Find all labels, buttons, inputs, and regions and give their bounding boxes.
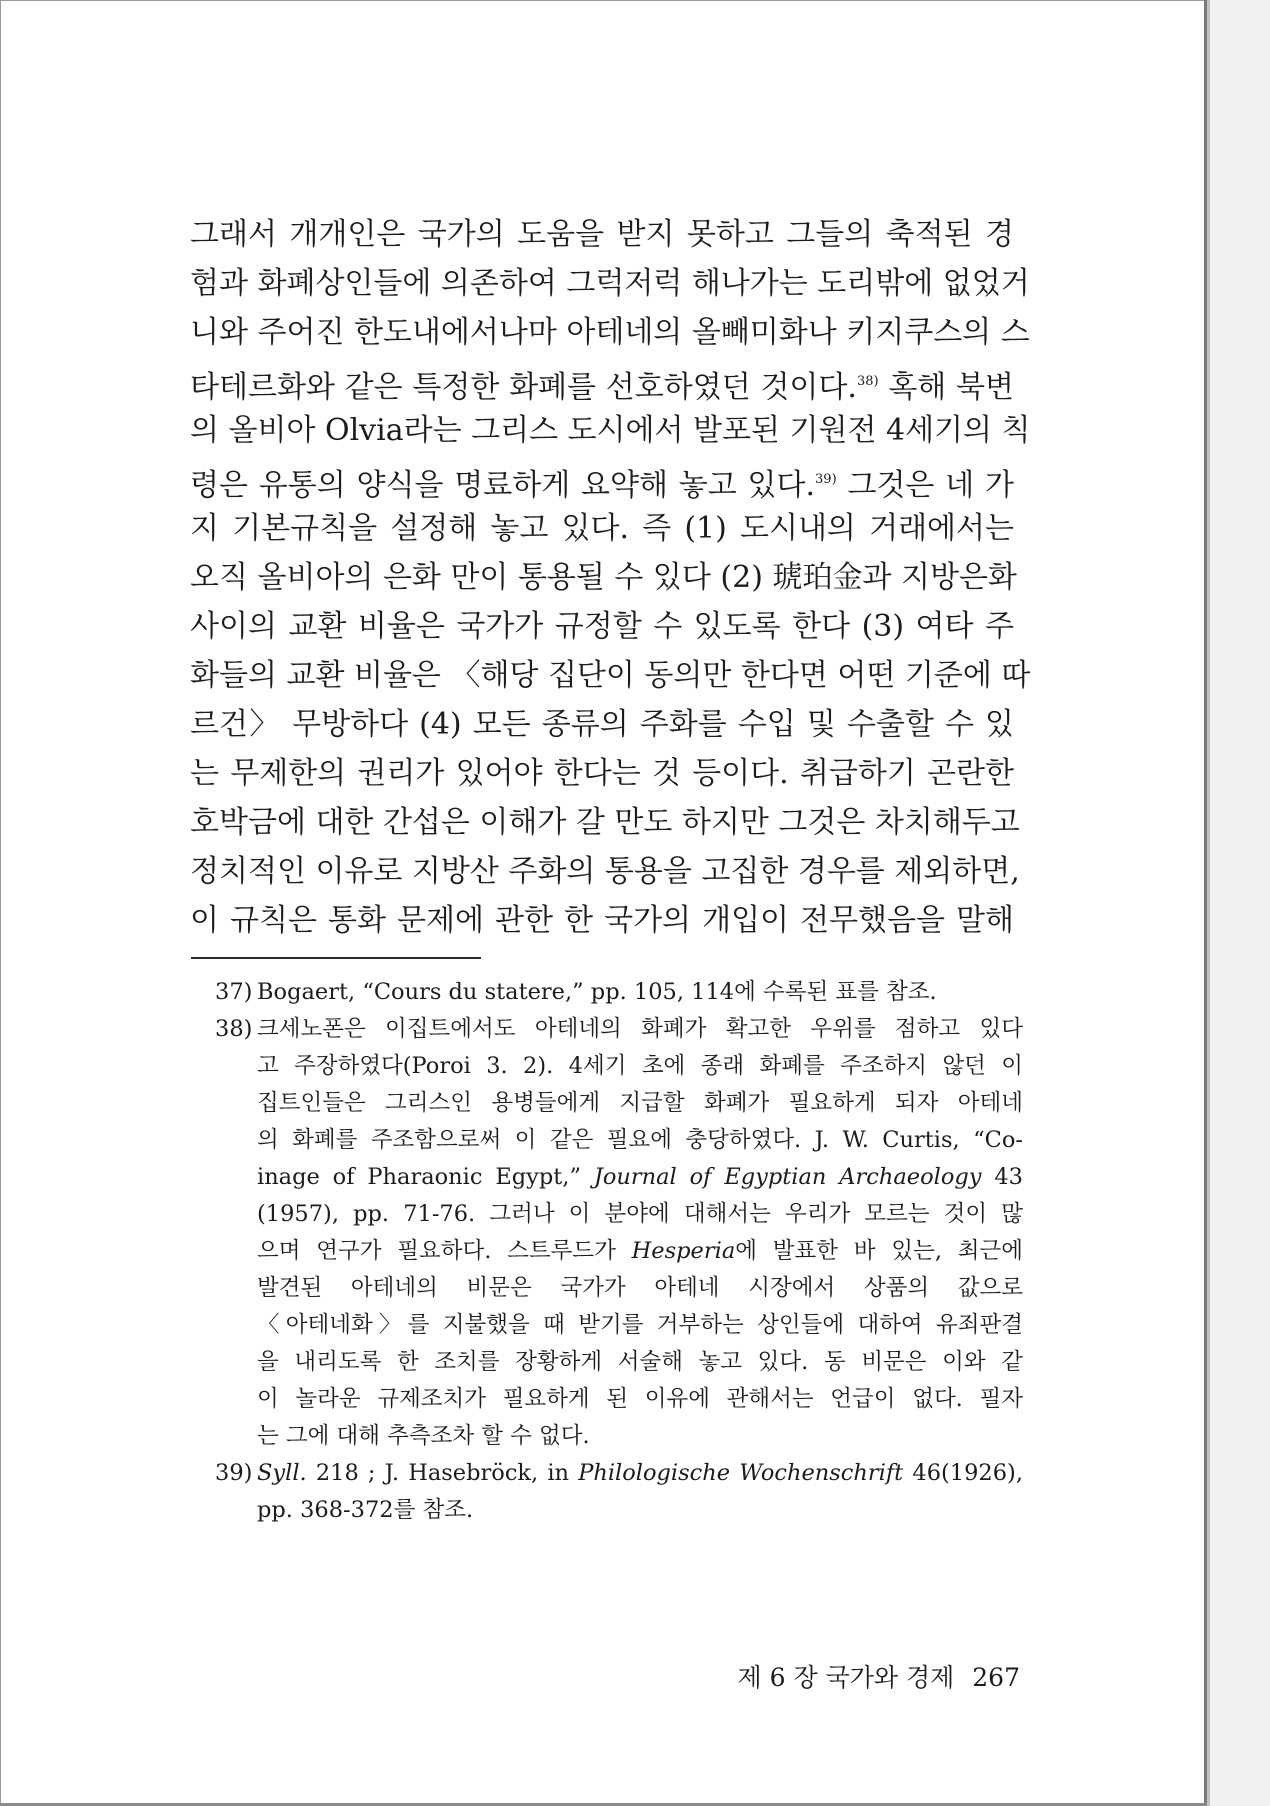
footnote-line: pp. 368-372를 참조. [257,1497,474,1523]
page-number: 267 [972,1663,1020,1692]
source-abbrev: Syll. [257,1460,307,1486]
footnote-number: 38) [215,1016,253,1042]
body-line-tail: 그것은 네 가 [836,468,1014,503]
body-line-text: 타테르화와 같은 특정한 화폐를 선호하였던 것이다. [190,370,857,405]
footnote-line: 크세노폰은 이집트에서도 아테네의 화폐가 확고한 우위를 점하고 있다 [257,1016,1023,1042]
footnote-ref: 39) [815,472,837,487]
footnote-line: 발견된 아테네의 비문은 국가가 아테네 시장에서 상품의 값으로 [257,1275,1023,1301]
footnote-38 [215,1011,1023,1455]
footnote-37 [215,974,1023,1011]
body-paragraph [190,210,1031,945]
footnote-text: 43 [981,1164,1023,1190]
body-line-text: 령은 유통의 양식을 명료하게 요약해 놓고 있다. [190,468,816,503]
footnote-39 [215,1455,1023,1529]
footnote-line: 을 내리도록 한 조치를 장황하게 서술해 놓고 있다. 동 비문은 이와 같 [257,1349,1023,1375]
body-line: 오직 올비아의 은화 만이 통용될 수 있다 (2) 琥珀金과 지방은화 [190,560,1017,595]
footnote-line: 이 놀라운 규제조치가 필요하게 된 이유에 관해서는 언급이 없다. 필자 [257,1386,1023,1412]
footnote-text: 에 발표한 바 있는, 최근에 [735,1238,1023,1264]
chapter-title: 제 6 장 국가와 경제 [737,1663,955,1692]
footnote-line [257,1159,1023,1196]
footnote-line: 집트인들은 그리스인 용병들에게 지급할 화폐가 필요하게 되자 아테네 [257,1090,1023,1116]
footnote-line: 는 그에 대해 추측조차 할 수 없다. [257,1423,590,1449]
footnote-line: (1957), pp. 71-76. 그러나 이 분야에 대해서는 우리가 모르는 것이 많 [257,1201,1023,1227]
body-line-tail: 혹해 북변 [878,370,1015,405]
footnote-text: 46(1926), [903,1460,1023,1486]
footnote-text: 218 ; J. Hasebröck, in [306,1460,579,1486]
viewer-background [1210,0,1270,1806]
body-line: 화들의 교환 비율은 〈해당 집단이 동의만 한다면 어떤 기준에 따 [190,658,1031,693]
body-line: 르건〉 무방하다 (4) 모든 종류의 주화를 수입 및 수출할 수 있 [190,707,1014,742]
footnotes [215,974,1023,1529]
footnote-line: 고 주장하였다(Poroi 3. 2). 4세기 초에 종래 화폐를 주조하지 않던 이 [257,1053,1023,1079]
body-line: 험과 화폐상인들에 의존하여 그럭저럭 해나가는 도리밖에 없었거 [190,266,1030,301]
footnote-line: 의 화폐를 주조함으로써 이 같은 필요에 충당하였다. J. W. Curtis, “Co- [257,1127,1023,1153]
body-line: 이 규칙은 통화 문제에 관한 한 국가의 개입이 전무했음을 말해 [190,903,1014,938]
body-line: 지 기본규칙을 설정해 놓고 있다. 즉 (1) 도시내의 거래에서는 [190,511,1014,546]
footnote-line [257,1455,1023,1492]
footnote-line: Bogaert, “Cours du statere,” pp. 105, 114에 수록된 표를 참조. [257,979,937,1005]
journal-title: Hesperia [631,1238,736,1264]
body-line [190,455,1014,504]
body-line [190,357,1014,406]
body-line: 는 무제한의 권리가 있어야 한다는 것 등이다. 취급하기 곤란한 [190,756,1014,791]
body-line: 정치적인 이유로 지방산 주화의 통용을 고집한 경우를 제외하면, [190,854,1020,889]
footnote-number: 37) [215,979,253,1005]
footnote-text: 으며 연구가 필요하다. 스트루드가 [257,1238,632,1264]
footnote-text: inage of Pharaonic Egypt,” [257,1164,594,1190]
footnote-ref: 38) [856,374,879,389]
journal-title: Journal of Egyptian Archaeology [593,1164,982,1190]
body-line: 니와 주어진 한도내에서나마 아테네의 올빼미화나 키지쿠스의 스 [190,315,1030,350]
footnote-number: 39) [215,1460,253,1486]
footnote-line: 〈아테네화〉를 지불했을 때 받기를 거부하는 상인들에 대하여 유죄판결 [257,1312,1023,1338]
body-line: 사이의 교환 비율은 국가가 규정할 수 있도록 한다 (3) 여타 주 [190,609,1014,644]
footnote-line [257,1233,1023,1270]
body-line: 그래서 개개인은 국가의 도움을 받지 못하고 그들의 축적된 경 [190,217,1014,252]
page-footer [700,1658,1020,1694]
journal-title: Philologische Wochenschrift [578,1460,904,1486]
footnote-divider [191,957,481,959]
body-line: 호박금에 대한 간섭은 이해가 갈 만도 하지만 그것은 차치해두고 [190,805,1020,840]
body-line: 의 올비아 Olvia라는 그리스 도시에서 발포된 기원전 4세기의 칙 [190,413,1031,448]
